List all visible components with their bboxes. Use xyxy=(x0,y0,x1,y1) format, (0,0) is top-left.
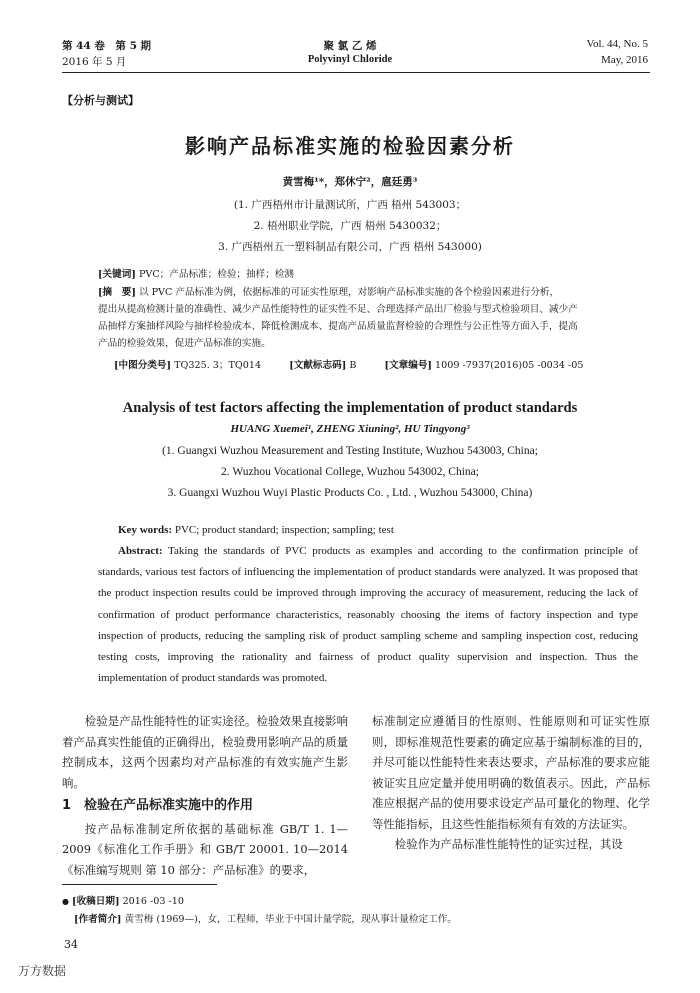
abstract-cn-label: [摘 要] xyxy=(98,287,136,298)
section-tag: 【分析与测试】 xyxy=(62,94,139,107)
body-right-column xyxy=(372,711,650,855)
header-journal-cn: 聚 氯 乙 烯 xyxy=(323,40,377,52)
header-journal-en: Polyvinyl Chloride xyxy=(307,54,393,65)
authors-cn: 黄雪梅¹*，郑休宁²，扈廷勇³ xyxy=(282,176,418,188)
keywords-en xyxy=(118,520,638,541)
received-label: [收稿日期] xyxy=(72,896,120,907)
keywords-en-text: PVC; product standard; inspection; sampling; test xyxy=(172,524,394,536)
affiliation-en-2: 2. Wuzhou Vocational College, Wuzhou 543002, China; xyxy=(221,466,479,478)
keywords-cn xyxy=(98,266,638,283)
abstract-cn xyxy=(98,284,638,352)
keywords-cn-text: PVC；产品标准；检验；抽样；检测 xyxy=(138,269,294,280)
abstract-cn-line: 品抽样方案抽样风险与抽样检验成本、降低检测成本、提高产品质量监督检验的合理性与公正性等方面入手，提高 xyxy=(98,321,578,332)
keywords-cn-label: [关键词] xyxy=(98,269,136,280)
classification-line xyxy=(114,357,654,374)
footnote-received: ● [收稿日期] 2016 -03 -10 xyxy=(62,896,184,907)
abstract-en-label: Abstract: xyxy=(118,545,163,557)
footnote-author-bio xyxy=(74,911,457,925)
clc-value: TQ325. 3；TQ014 xyxy=(174,360,262,371)
body-paragraph: 检验是产品性能特性的证实途径。检验效果直接影响着产品真实性能值的正确得出，检验费用影响产品的质量控制成本，这两个因素均对产品标准的有效实施产生影响。 xyxy=(62,714,348,790)
footnote-rule xyxy=(62,884,217,885)
abstract-en-text: Taking the standards of PVC products as examples and according to the confirmation principle of standards, various test factors of influencing the implementation of product standards were analyzed. It was proposed that the product inspection results could be improved through improving the accuracy of measurement, reducing the lack of confirmation of product performance characteristics, reasonably choosing the items of factory inspection and type inspection of products, reducing the sampling risk of product sampling scheme and sampling inspection cost, reducing testing costs, improving the rationality and fairness of product quality supervision and inspection. Thus the implementation of product standards was promoted. xyxy=(98,545,638,685)
article-no-label: [文章编号] xyxy=(384,360,432,371)
article-no-value: 1009 -7937(2016)05 -0034 -05 xyxy=(435,360,584,371)
abstract-cn-line: 产品的检验效果，促进产品标准的实施。 xyxy=(98,338,271,349)
affiliation-cn-1: (1. 广西梧州市计量测试所，广西 梧州 543003； xyxy=(233,199,467,211)
header-date: 2016 年 5 月 xyxy=(62,56,127,68)
affiliation-en-1: (1. Guangxi Wuzhou Measurement and Testing Institute, Wuzhou 543003, China; xyxy=(162,445,538,457)
authors-en: HUANG Xuemei¹, ZHENG Xiuning², HU Tingyong³ xyxy=(230,423,470,435)
abstract-en xyxy=(98,541,638,689)
body-paragraph: 检验作为产品标准性能特性的证实过程，其设 xyxy=(394,837,623,851)
header-rule xyxy=(62,72,650,73)
section-heading-1: 1 检验在产品标准实施中的作用 xyxy=(62,798,254,813)
doc-code-value: B xyxy=(349,360,357,371)
keywords-en-label: Key words: xyxy=(118,524,173,536)
body-left-column xyxy=(62,711,348,880)
affiliation-cn-2: 2. 梧州职业学院，广西 梧州 5430032； xyxy=(253,220,447,232)
header-volume: 第 44 卷 第 5 期 xyxy=(62,40,152,52)
received-value: 2016 -03 -10 xyxy=(122,896,184,907)
affiliation-en-3: 3. Guangxi Wuzhou Wuyi Plastic Products Co. , Ltd. , Wuzhou 543000, China) xyxy=(167,487,533,499)
affiliation-cn-3: 3. 广西梧州五一塑料制品有限公司，广西 梧州 543000) xyxy=(218,241,482,253)
bio-label: [作者简介] xyxy=(74,914,122,925)
watermark: 万方数据 xyxy=(18,964,67,978)
body-paragraph: 标准制定应遵循目的性原则、性能原则和可证实性原则，即标准规范性要素的确定应基于编制标准的目的，并尽可能以性能特性来表达要求，产品标准的要求应能被证实且应定量并使用明确的数值表示。因此，产品标准应根据产品的使用要求设定产品可量化的物理、化学等性能指标，且这些性能指标须有有效的方法证实。 xyxy=(372,714,650,831)
title-en: Analysis of test factors affecting the implementation of product standards xyxy=(122,400,578,416)
body-paragraph: 按产品标准制定所依据的基础标准 GB/T 1. 1—2009《标准化工作手册》和 GB/T 20001. 10—2014《标准编写规则 第 10 部分：产品标准》的要求， xyxy=(62,821,348,877)
doc-code-label: [文献标志码] xyxy=(289,360,347,371)
abstract-cn-line: 提出从提高检测计量的准确性、减少产品性能特性的证实性不足、合理选择产品出厂检验与型式检验项目、减少产 xyxy=(98,304,578,315)
clc-label: [中图分类号] xyxy=(114,360,172,371)
bio-value: 黄雪梅 (1969—)，女，工程师，毕业于中国计量学院，现从事计量检定工作。 xyxy=(124,914,457,925)
abstract-cn-line: 以 PVC 产品标准为例，依据标准的可证实性原理，对影响产品标准实施的各个检验因素进行分析， xyxy=(138,287,560,298)
page-number: 34 xyxy=(64,938,78,951)
header-vol-en: Vol. 44, No. 5 xyxy=(586,38,648,50)
title-cn: 影响产品标准实施的检验因素分析 xyxy=(185,134,515,158)
header-date-en: May, 2016 xyxy=(601,54,648,66)
